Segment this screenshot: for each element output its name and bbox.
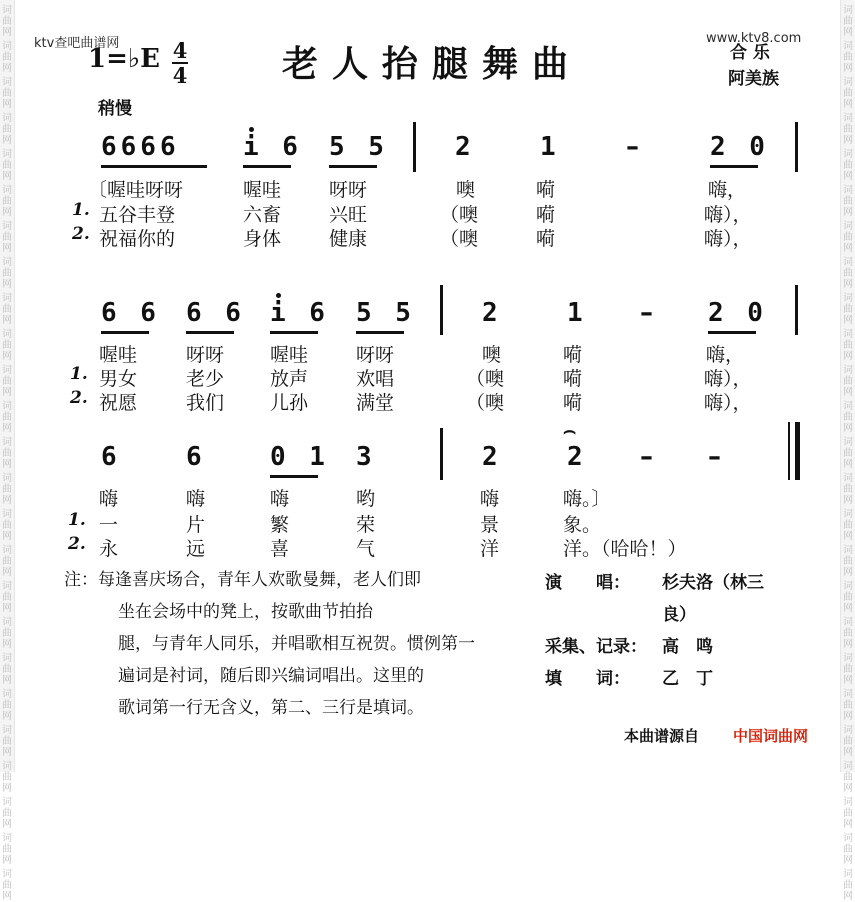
watermark-glyph: 曲: [2, 808, 12, 819]
note-group: 6: [186, 442, 206, 472]
watermark-glyph: 曲: [843, 880, 853, 891]
source-text: 本曲谱源自: [624, 727, 700, 745]
verse-number: 1.: [68, 510, 86, 530]
lyric: 喔哇: [99, 344, 138, 366]
lyric: 呀呀: [356, 344, 395, 366]
lyric: 嗬: [563, 368, 583, 390]
watermark-glyph: 词: [2, 797, 12, 808]
watermark-glyph: 曲: [2, 700, 12, 711]
watermark-glyph: 曲: [2, 304, 12, 315]
watermark-glyph: 网: [843, 567, 853, 578]
watermark-glyph: 词: [843, 293, 853, 304]
watermark-glyph: 网: [2, 603, 12, 614]
watermark-glyph: 曲: [843, 16, 853, 27]
watermark-glyph: 词: [2, 509, 12, 520]
note-group: 3: [356, 442, 376, 472]
watermark-glyph: 曲: [2, 160, 12, 171]
note-group: 5 5: [329, 132, 388, 162]
watermark-glyph: 词: [2, 689, 12, 700]
time-signature: [172, 40, 188, 86]
watermark-glyph: 曲: [2, 844, 12, 855]
watermark-glyph: 曲: [843, 124, 853, 135]
watermark-glyph: 网: [2, 279, 12, 290]
watermark-glyph: 曲: [2, 736, 12, 747]
underline-beam: [186, 331, 234, 334]
watermark-glyph: 词: [2, 293, 12, 304]
watermark-glyph: 网: [2, 891, 12, 902]
credit-performer-label: 演 唱：: [545, 573, 630, 593]
lyric: 嗨。〕: [563, 488, 611, 510]
lyric: 哟: [356, 488, 376, 510]
bar-line: [440, 428, 443, 480]
watermark-glyph: 词: [2, 473, 12, 484]
lyric: 放声: [270, 368, 309, 390]
watermark-glyph: 曲: [2, 124, 12, 135]
watermark-glyph: 词: [2, 761, 12, 772]
site-watermark-right: www.ktv8.com: [706, 31, 802, 46]
watermark-glyph: 词: [843, 725, 853, 736]
watermark-glyph: 曲: [2, 628, 12, 639]
note-group: i 6: [270, 298, 329, 328]
watermark-glyph: 网: [843, 27, 853, 38]
lyric: 嗨），: [704, 228, 752, 250]
final-bar-thick: [795, 422, 800, 480]
lyric: 老少: [186, 368, 225, 390]
lyric: 五谷丰登: [99, 204, 176, 226]
underline-beam: [708, 331, 756, 334]
lyric: 六畜: [243, 204, 282, 226]
watermark-glyph: 词: [2, 833, 12, 844]
watermark-glyph: 曲: [843, 232, 853, 243]
watermark-glyph: 曲: [2, 520, 12, 531]
lyric: 洋: [480, 538, 500, 560]
watermark-glyph: 词: [2, 257, 12, 268]
watermark-glyph: 曲: [843, 268, 853, 279]
lyric: 象。: [563, 514, 602, 536]
watermark-glyph: 词: [843, 869, 853, 880]
watermark-glyph: 曲: [843, 520, 853, 531]
watermark-glyph: 词: [2, 185, 12, 196]
watermark-glyph: 词: [843, 473, 853, 484]
underline-beam: [270, 331, 318, 334]
watermark-glyph: 网: [2, 783, 12, 794]
time-signature-bottom: 4: [172, 63, 188, 88]
lyric: 嗨，: [706, 344, 745, 366]
lyric: 嗨），: [704, 368, 752, 390]
watermark-glyph: 网: [843, 135, 853, 146]
lyric: 嗨，: [708, 179, 747, 201]
lyric: （噢: [440, 228, 479, 250]
fermata-mark: ⌢: [563, 418, 577, 442]
watermark-glyph: 曲: [843, 88, 853, 99]
lyric: 嗬: [536, 204, 556, 226]
note-line: 坐在会场中的凳上，按歌曲节拍抬: [118, 602, 373, 622]
watermark-glyph: 网: [843, 99, 853, 110]
watermark-glyph: 网: [843, 387, 853, 398]
song-ethnicity: 阿美族: [728, 69, 779, 89]
watermark-glyph: 词: [843, 5, 853, 16]
watermark-glyph: 词: [843, 509, 853, 520]
watermark-glyph: 网: [2, 675, 12, 686]
watermark-glyph: 曲: [843, 196, 853, 207]
watermark-glyph: 词: [843, 401, 853, 412]
watermark-glyph: 词: [2, 653, 12, 664]
watermark-glyph: 曲: [2, 556, 12, 567]
watermark-glyph: 曲: [2, 772, 12, 783]
watermark-glyph: 词: [843, 761, 853, 772]
watermark-glyph: 曲: [2, 196, 12, 207]
high-octave-dot: [276, 293, 281, 298]
lyric: 一: [99, 514, 119, 536]
watermark-glyph: 词: [843, 581, 853, 592]
watermark-glyph: 曲: [2, 232, 12, 243]
watermark-glyph: 曲: [843, 592, 853, 603]
lyric: 嗨），: [704, 204, 752, 226]
watermark-glyph: 词: [843, 545, 853, 556]
watermark-glyph: 词: [2, 149, 12, 160]
watermark-glyph: 网: [2, 459, 12, 470]
lyric: 〔喔哇呀呀: [88, 179, 184, 201]
watermark-glyph: 网: [2, 747, 12, 758]
lyric: 我们: [186, 392, 225, 414]
lyric: 嗨: [186, 488, 206, 510]
watermark-glyph: 词: [2, 77, 12, 88]
watermark-glyph: 曲: [843, 628, 853, 639]
watermark-glyph: 网: [843, 315, 853, 326]
lyric: 嗬: [536, 179, 556, 201]
watermark-glyph: 曲: [2, 664, 12, 675]
note-line: 遍词是衬词，随后即兴编词唱出。这里的: [118, 666, 424, 686]
note-group: 1: [567, 298, 587, 328]
watermark-glyph: 网: [2, 243, 12, 254]
watermark-glyph: 词: [843, 329, 853, 340]
lyric: 身体: [243, 228, 282, 250]
watermark-glyph: 曲: [843, 304, 853, 315]
note-group: 2 0: [708, 298, 767, 328]
watermark-glyph: 网: [843, 495, 853, 506]
lyric: 远: [186, 538, 206, 560]
watermark-glyph: 网: [843, 603, 853, 614]
watermark-glyph: 词: [843, 653, 853, 664]
note-dash: –: [708, 442, 721, 472]
watermark-glyph: 曲: [2, 448, 12, 459]
note-group: 2: [482, 298, 502, 328]
watermark-glyph: 词: [843, 77, 853, 88]
underline-beam: [356, 331, 404, 334]
watermark-glyph: 曲: [843, 376, 853, 387]
verse-number: 2.: [70, 388, 88, 408]
watermark-glyph: 网: [2, 27, 12, 38]
lyric: （噢: [440, 204, 479, 226]
watermark-glyph: 网: [2, 387, 12, 398]
watermark-glyph: 词: [843, 257, 853, 268]
note-group: i 6: [243, 132, 302, 162]
credit-lyricist-label: 填 词：: [545, 669, 630, 689]
final-bar-thin: [788, 422, 790, 480]
watermark-glyph: 词: [843, 221, 853, 232]
watermark-glyph: 曲: [2, 376, 12, 387]
source-brand-link[interactable]: 中国词曲网: [733, 727, 809, 745]
key-signature: 1=♭E: [88, 44, 160, 74]
note-group: 6 6: [101, 298, 160, 328]
note-line: 每逢喜庆场合，青年人欢歌曼舞，老人们即: [98, 570, 421, 590]
lyric: 荣: [356, 514, 376, 536]
watermark-glyph: 曲: [843, 844, 853, 855]
watermark-glyph: 词: [843, 41, 853, 52]
watermark-glyph: 曲: [843, 700, 853, 711]
watermark-glyph: 词: [843, 365, 853, 376]
watermark-glyph: 网: [843, 351, 853, 362]
note-body: [98, 564, 528, 724]
watermark-glyph: 词: [2, 5, 12, 16]
lyric: 喔哇: [243, 179, 282, 201]
underline-beam: [270, 475, 318, 478]
watermark-glyph: 曲: [2, 340, 12, 351]
lyric: 喜: [270, 538, 290, 560]
watermark-glyph: 网: [843, 279, 853, 290]
lyric: 兴旺: [329, 204, 368, 226]
underline-beam: [243, 165, 291, 168]
note-label: 注：: [64, 570, 98, 590]
time-signature-top: 4: [172, 38, 188, 63]
watermark-glyph: 曲: [843, 772, 853, 783]
credit-performer-value-cont: 良）: [662, 605, 696, 625]
watermark-glyph: 词: [2, 41, 12, 52]
watermark-glyph: 网: [843, 891, 853, 902]
watermark-glyph: 曲: [2, 16, 12, 27]
watermark-glyph: 曲: [843, 484, 853, 495]
watermark-glyph: 曲: [843, 736, 853, 747]
watermark-glyph: 网: [2, 819, 12, 830]
watermark-glyph: 词: [843, 185, 853, 196]
watermark-glyph: 网: [2, 855, 12, 866]
watermark-glyph: 词: [843, 833, 853, 844]
note-group: 2 0: [710, 132, 769, 162]
lyric: 嗨: [270, 488, 290, 510]
lyric: （噢: [466, 368, 505, 390]
watermark-glyph: 词: [2, 581, 12, 592]
watermark-glyph: 曲: [2, 268, 12, 279]
watermark-glyph: 词: [2, 545, 12, 556]
watermark-glyph: 网: [843, 531, 853, 542]
underline-beam: [101, 165, 207, 168]
watermark-glyph: 网: [843, 639, 853, 650]
note-dash: –: [626, 132, 639, 162]
watermark-glyph: 网: [843, 171, 853, 182]
high-octave-dot: [249, 127, 254, 132]
watermark-glyph: 曲: [2, 412, 12, 423]
watermark-glyph: 词: [2, 365, 12, 376]
watermark-glyph: 网: [2, 315, 12, 326]
lyric: 嗨），: [704, 392, 752, 414]
lyric: 健康: [329, 228, 368, 250]
note-group: 2: [455, 132, 475, 162]
watermark-glyph: 词: [843, 797, 853, 808]
lyric: 永: [99, 538, 119, 560]
underline-beam: [710, 165, 758, 168]
watermark-glyph: 词: [2, 221, 12, 232]
lyric: 儿孙: [270, 392, 309, 414]
watermark-glyph: 曲: [843, 412, 853, 423]
watermark-glyph: 网: [843, 423, 853, 434]
watermark-glyph: 网: [2, 495, 12, 506]
watermark-glyph: 网: [2, 567, 12, 578]
tempo-marking: 稍慢: [98, 99, 132, 119]
bar-line: [413, 122, 416, 172]
watermark-glyph: 曲: [843, 808, 853, 819]
note-group: 2: [567, 442, 587, 472]
watermark-glyph: 网: [2, 207, 12, 218]
watermark-glyph: 词: [2, 329, 12, 340]
watermark-glyph: 曲: [843, 52, 853, 63]
lyric: 嗬: [536, 228, 556, 250]
watermark-glyph: 词: [2, 113, 12, 124]
verse-number: 2.: [68, 534, 86, 554]
watermark-glyph: 网: [2, 639, 12, 650]
verse-number: 1.: [70, 364, 88, 384]
credit-performer-value: 杉夫洛（林三: [662, 573, 764, 593]
note-line: 腿，与青年人同乐，并唱歌相互祝贺。惯例第一: [118, 634, 475, 654]
song-form: 合 乐: [730, 43, 770, 63]
watermark-glyph: 曲: [2, 52, 12, 63]
bar-line: [795, 285, 798, 335]
watermark-glyph: 曲: [843, 448, 853, 459]
lyric: 男女: [99, 368, 138, 390]
watermark-glyph: 词: [2, 869, 12, 880]
watermark-glyph: 曲: [2, 484, 12, 495]
bar-line: [440, 285, 443, 335]
watermark-glyph: 词: [2, 437, 12, 448]
song-title: 老人抬腿舞曲: [282, 43, 583, 85]
watermark-glyph: 曲: [2, 88, 12, 99]
verse-number: 2.: [72, 224, 90, 244]
lyric: 祝福你的: [99, 228, 176, 250]
watermark-glyph: 网: [843, 711, 853, 722]
lyric: 片: [186, 514, 206, 536]
watermark-glyph: 网: [843, 783, 853, 794]
note-group: 6 6: [186, 298, 245, 328]
note-line: 歌词第一行无含义，第二、三行是填词。: [118, 698, 424, 718]
watermark-glyph: 曲: [843, 664, 853, 675]
underline-beam: [101, 331, 149, 334]
watermark-glyph: 词: [843, 113, 853, 124]
watermark-glyph: 网: [843, 243, 853, 254]
watermark-glyph: 网: [2, 171, 12, 182]
watermark-glyph: 词: [2, 617, 12, 628]
watermark-glyph: 曲: [2, 592, 12, 603]
watermark-glyph: 网: [2, 351, 12, 362]
watermark-glyph: 曲: [843, 340, 853, 351]
lyric: 满堂: [356, 392, 395, 414]
lyric: 喔哇: [270, 344, 309, 366]
note-group: 1: [540, 132, 560, 162]
watermark-glyph: 网: [843, 819, 853, 830]
lyric: 欢唱: [356, 368, 395, 390]
verse-number: 1.: [72, 200, 90, 220]
lyric: 呀呀: [186, 344, 225, 366]
watermark-glyph: 网: [843, 459, 853, 470]
lyric: 噢: [482, 344, 502, 366]
note-dash: –: [640, 298, 653, 328]
lyric: 祝愿: [99, 392, 138, 414]
lyric: 噢: [456, 179, 476, 201]
watermark-glyph: 曲: [2, 880, 12, 891]
underline-beam: [329, 165, 377, 168]
watermark-glyph: 网: [843, 207, 853, 218]
lyric: 气: [356, 538, 376, 560]
credit-collector-label: 采集、记录：: [545, 637, 647, 657]
lyric: 洋。（哈哈！）: [563, 538, 687, 560]
watermark-glyph: 网: [843, 747, 853, 758]
watermark-glyph: 曲: [843, 556, 853, 567]
note-group: 2: [482, 442, 502, 472]
lyric: 繁: [270, 514, 290, 536]
watermark-glyph: 网: [2, 711, 12, 722]
watermark-glyph: 网: [2, 63, 12, 74]
watermark-glyph: 网: [2, 135, 12, 146]
lyric: 嗬: [563, 392, 583, 414]
note-group: 0 1: [270, 442, 329, 472]
watermark-glyph: 曲: [843, 160, 853, 171]
note-group: 5 5: [356, 298, 415, 328]
watermark-glyph: 网: [2, 99, 12, 110]
lyric: （噢: [466, 392, 505, 414]
watermark-glyph: 网: [843, 675, 853, 686]
watermark-glyph: 网: [843, 63, 853, 74]
watermark-glyph: 词: [843, 149, 853, 160]
lyric: 嗨: [99, 488, 119, 510]
credit-lyricist-value: 乙 丁: [662, 669, 713, 689]
lyric: 景: [480, 514, 500, 536]
note-group: 6666: [101, 132, 180, 162]
watermark-glyph: 词: [2, 401, 12, 412]
note-group: 6: [101, 442, 121, 472]
lyric: 呀呀: [329, 179, 368, 201]
watermark-glyph: 词: [843, 437, 853, 448]
watermark-glyph: 词: [2, 725, 12, 736]
credit-collector-value: 高 鸣: [662, 637, 713, 657]
lyric: 嗬: [563, 344, 583, 366]
watermark-glyph: 网: [2, 531, 12, 542]
note-dash: –: [640, 442, 653, 472]
watermark-glyph: 网: [2, 423, 12, 434]
bar-line: [795, 122, 798, 172]
lyric: 嗨: [480, 488, 500, 510]
watermark-glyph: 词: [843, 689, 853, 700]
watermark-glyph: 词: [843, 617, 853, 628]
watermark-glyph: 网: [843, 855, 853, 866]
site-watermark-left: ktv查吧曲谱网: [34, 36, 120, 51]
